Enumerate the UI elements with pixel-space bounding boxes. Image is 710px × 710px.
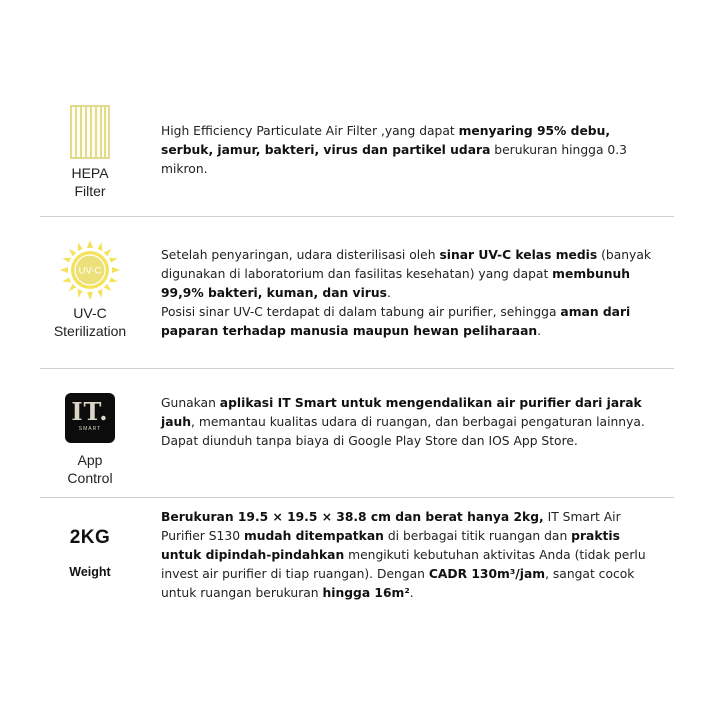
feature-row-uvc <box>40 238 674 353</box>
description-paragraph <box>161 508 656 603</box>
feature-label-line: HEPA <box>71 165 109 181</box>
description-text: . <box>386 286 391 300</box>
description-bold-text: menyaring 95% debu, serbuk, jamur, bakteri, virus dan partikel udara <box>161 124 611 157</box>
description-bold-text: aplikasi IT Smart untuk mengendalikan air purifier dari jarak jauh <box>161 396 642 429</box>
description-text: . <box>537 324 542 338</box>
feature-description <box>161 246 656 341</box>
description-text: Gunakan <box>161 396 220 410</box>
description-text: Setelah penyaringan, udara disterilisasi oleh <box>161 248 440 262</box>
hepa-filter-icon <box>70 105 110 159</box>
feature-row-weight <box>40 505 674 605</box>
description-paragraph <box>161 122 656 179</box>
uv-c-sun-icon <box>58 238 122 302</box>
description-text: mengikuti kebutuhan aktivitas Anda (tidak perlu invest air purifier di tiap ruangan). Dengan <box>161 548 646 581</box>
description-text: (banyak digunakan di laboratorium dan fasilitas kesehatan) yang dapat <box>161 248 651 281</box>
description-bold-text: hingga 16m² <box>322 586 410 600</box>
feature-row-app <box>40 393 674 493</box>
feature-description <box>161 508 656 603</box>
feature-icon-column <box>40 393 140 487</box>
feature-label <box>40 164 140 200</box>
feature-description <box>161 122 656 179</box>
description-paragraph <box>161 394 656 451</box>
description-bold-text: mudah ditempatkan <box>243 529 384 543</box>
feature-label <box>40 451 140 487</box>
description-bold-text: membunuh 99,9% bakteri, kuman, dan virus <box>161 267 630 300</box>
feature-label-line: Control <box>67 470 113 486</box>
divider <box>40 216 674 217</box>
feature-label-line: UV-C <box>73 305 107 321</box>
description-text: . <box>409 586 414 600</box>
description-text: berukuran hingga 0.3 mikron. <box>161 143 627 176</box>
feature-icon-column <box>40 527 140 579</box>
uv-c-icon-text: UV-C <box>78 265 102 277</box>
weight-2kg-icon: 2KG <box>69 527 111 548</box>
description-bold-text: aman dari paparan terhadap manusia maupun hewan peliharaan <box>161 305 631 338</box>
description-bold-text: CADR 130m³/jam <box>428 567 546 581</box>
description-bold-text: sinar UV-C kelas medis <box>439 248 598 262</box>
feature-icon-column <box>40 238 140 340</box>
description-text: High Efficiency Particulate Air Filter ,yang dapat <box>161 124 459 138</box>
description-bold-text: praktis untuk dipindah-pindahkan <box>161 529 620 562</box>
it-icon-subtext: SMART <box>78 426 102 432</box>
description-text: di berbagai titik ruangan dan <box>383 529 572 543</box>
description-text: Posisi sinar UV-C terdapat di dalam tabung air purifier, sehingga <box>161 305 561 319</box>
description-text: , memantau kualitas udara di ruangan, dan berbagai pengaturan lainnya. Dapat diunduh tanpa biaya di Google Play Store dan IOS App Store. <box>161 415 645 448</box>
feature-label <box>40 304 140 340</box>
description-paragraph <box>161 303 656 341</box>
description-bold-text: Berukuran 19.5 × 19.5 × 38.8 cm dan berat hanya 2kg, <box>161 510 544 524</box>
feature-label-line: App <box>77 452 103 468</box>
feature-row-hepa <box>40 105 674 205</box>
description-paragraph <box>161 246 656 303</box>
feature-icon-column <box>40 105 140 200</box>
feature-label-line: Filter <box>74 183 106 199</box>
it-icon-text: IT. <box>71 397 109 426</box>
divider <box>40 497 674 498</box>
it-smart-app-icon <box>65 393 115 443</box>
feature-label: Weight <box>69 565 111 579</box>
description-text: , sangat cocok untuk ruangan berukuran <box>161 567 635 600</box>
divider <box>40 368 674 369</box>
description-text: IT Smart Air Purifier S130 <box>161 510 621 543</box>
feature-description <box>161 394 656 451</box>
feature-label-line: Sterilization <box>53 323 127 339</box>
